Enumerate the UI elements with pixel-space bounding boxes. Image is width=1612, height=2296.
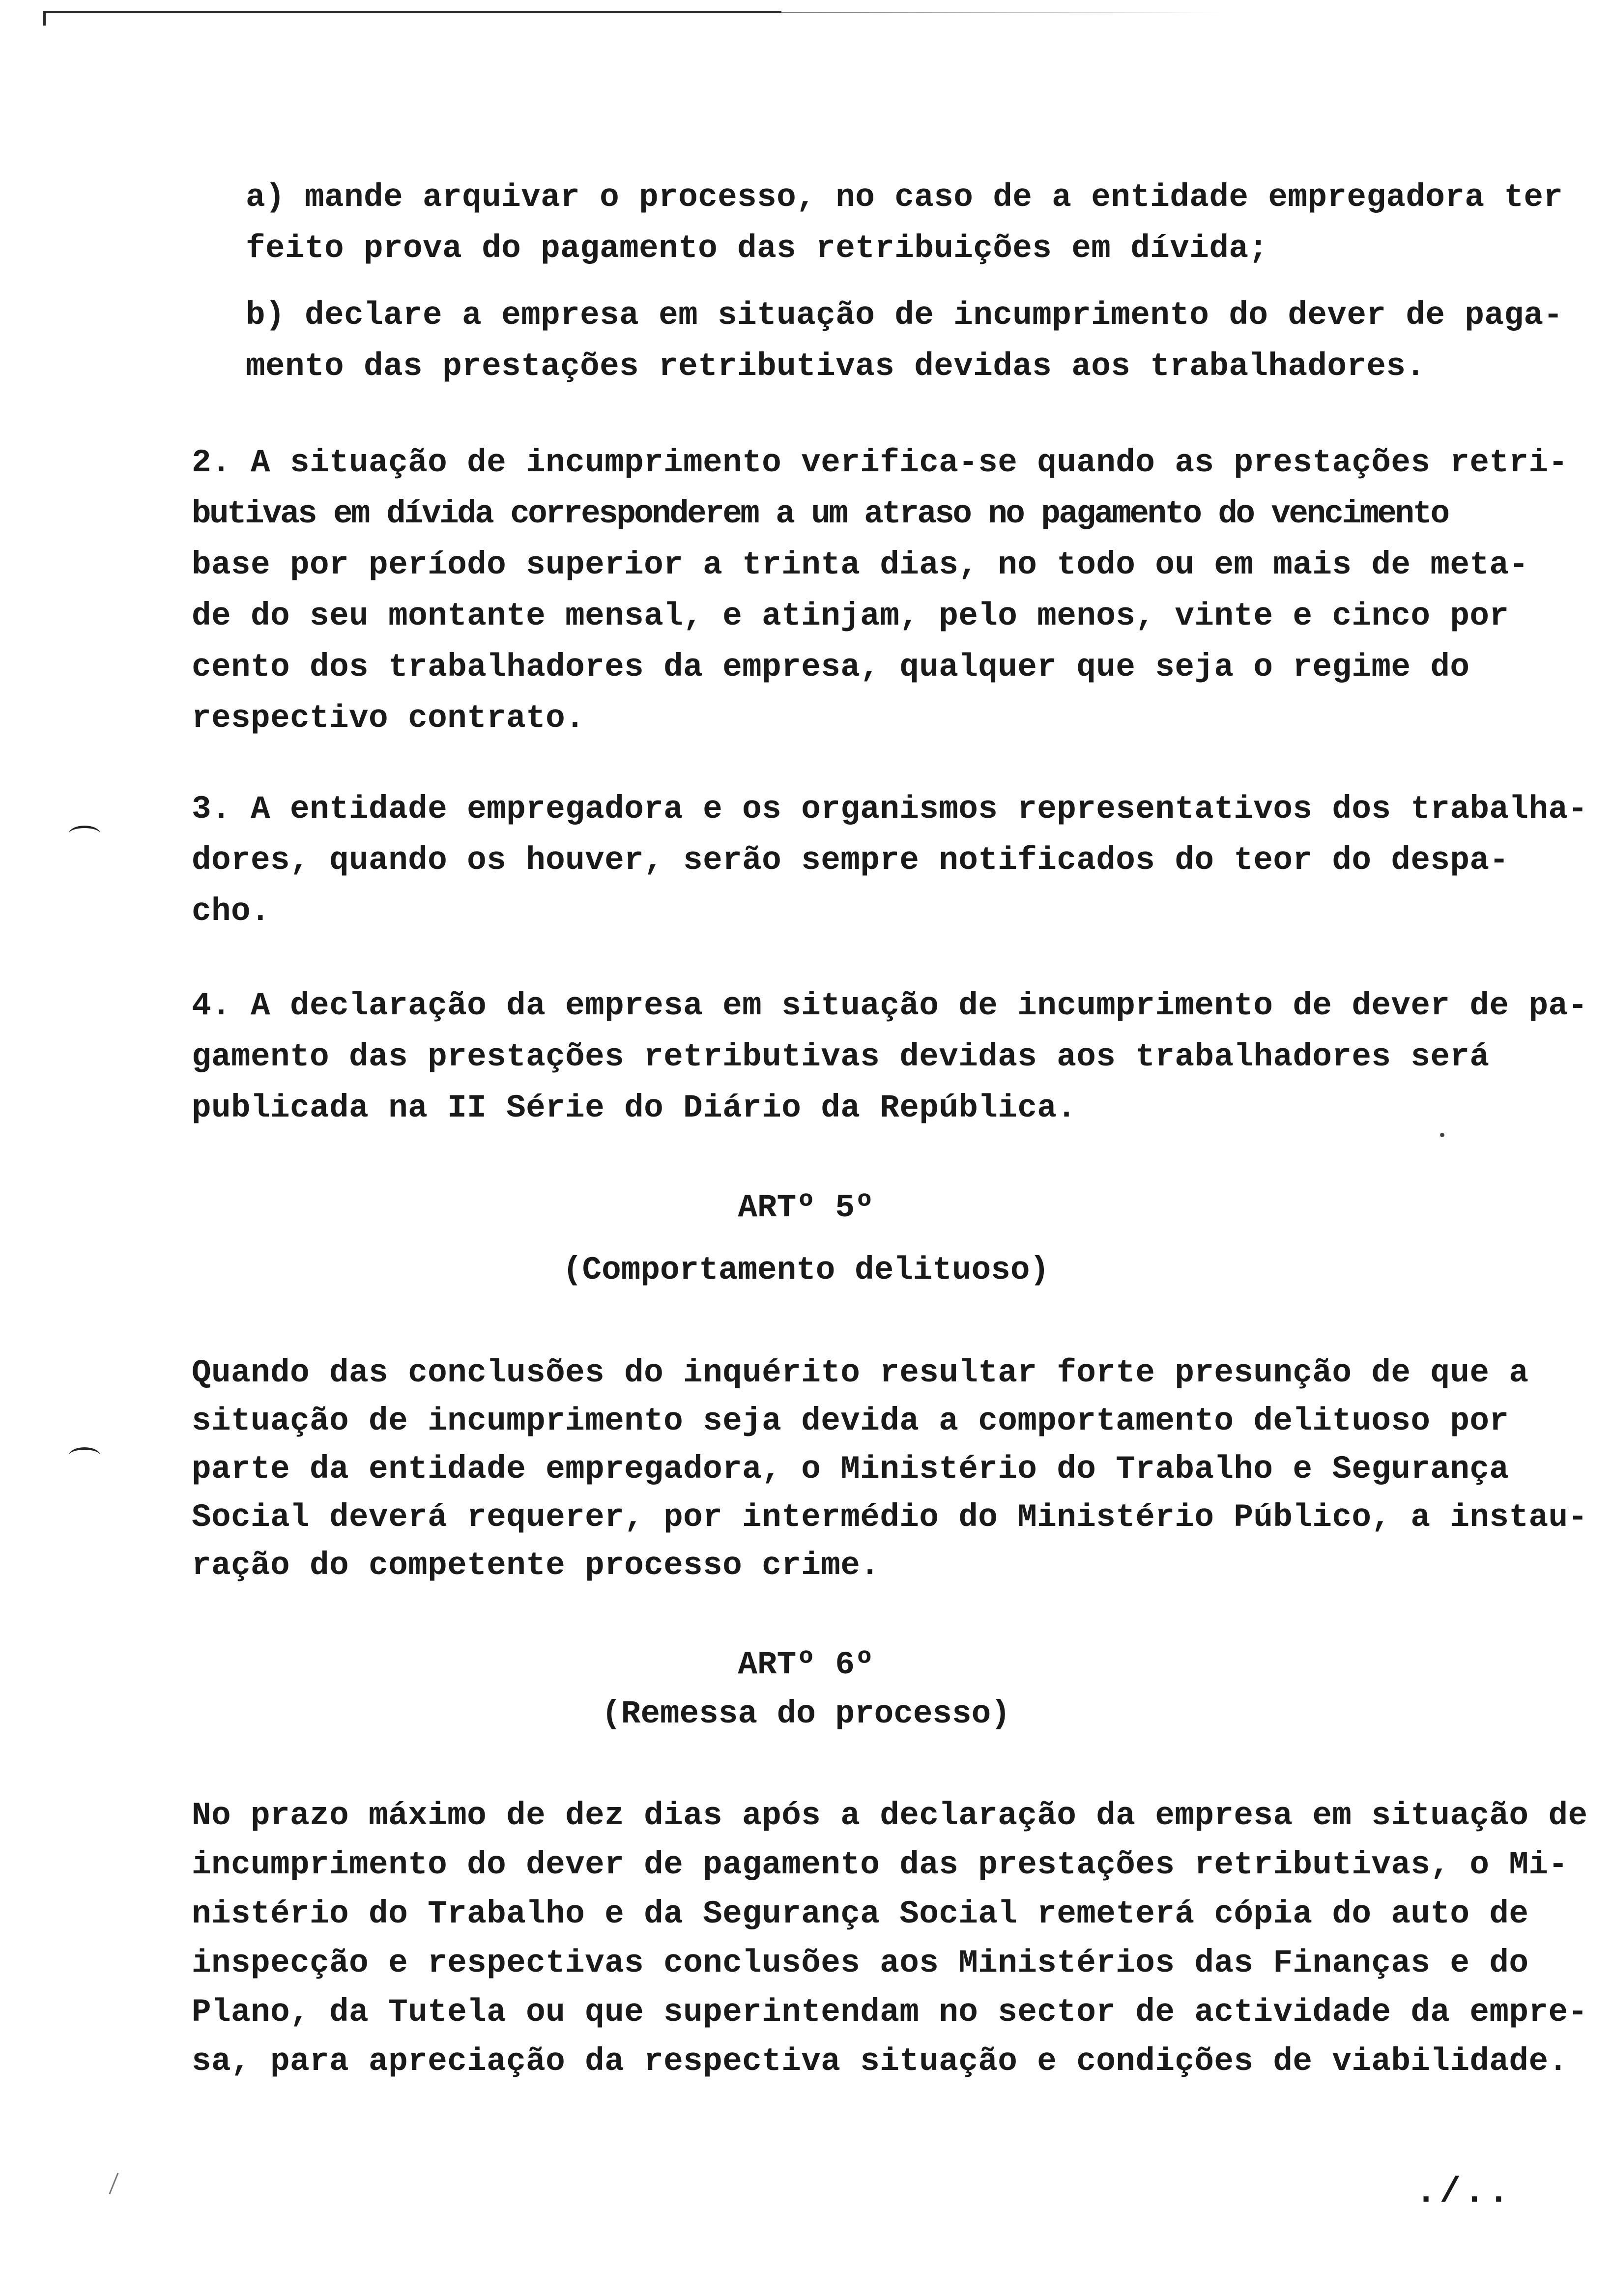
page-top-rule-fade (781, 12, 1224, 13)
article-6-title: (Remessa do processo) (602, 1695, 1010, 1732)
article-5-body (192, 1349, 1587, 1590)
page-top-corner (43, 11, 46, 26)
paragraph-2-line: cento dos trabalhadores da empresa, qualquer que seja o regime do (192, 649, 1470, 686)
paragraph-3-line: 3. A entidade empregadora e os organismos representativos dos trabalha- (192, 791, 1588, 828)
item-b (246, 290, 1563, 392)
article-6-number: ARTº 6º (738, 1646, 874, 1683)
item-b-line: mento das prestações retributivas devidas aos trabalhadores. (246, 348, 1426, 385)
article-6-line: Plano, da Tutela ou que superintendam no sector de actividade da empre- (192, 1994, 1588, 2031)
paragraph-3-line: cho. (192, 893, 271, 930)
paragraph-4-line: publicada na II Série do Diário da República. (192, 1090, 1077, 1126)
article-6-line: incumprimento do dever de pagamento das prestações retributivas, o Mi- (192, 1846, 1568, 1883)
paragraph-4-line: gamento das prestações retributivas devidas aos trabalhadores será (192, 1038, 1490, 1075)
paragraph-2-line: butivas em dívida corresponderem a um atraso no pagamento do vencimento (192, 495, 1448, 532)
article-5-line: situação de incumprimento seja devida a comportamento delituoso por (192, 1403, 1509, 1439)
article-6-line: nistério do Trabalho e da Segurança Social remeterá cópia do auto de (192, 1895, 1529, 1932)
scan-slash-mark (109, 2173, 118, 2194)
article-6-line: No prazo máximo de dez dias após a declaração da empresa em situação de (192, 1797, 1588, 1834)
article-5-line: Social deverá requerer, por intermédio do Ministério Público, a instau- (192, 1499, 1588, 1536)
item-a-line: feito prova do pagamento das retribuições em dívida; (246, 230, 1268, 267)
paragraph-2-line: respectivo contrato. (192, 700, 585, 737)
article-5-title: (Comportamento delituoso) (562, 1252, 1050, 1289)
page-top-rule (44, 11, 781, 13)
paragraph-3-line: dores, quando os houver, serão sempre notificados do teor do despa- (192, 842, 1509, 879)
item-a (246, 172, 1563, 274)
paragraph-4-line: 4. A declaração da empresa em situação de incumprimento de dever de pa- (192, 987, 1588, 1024)
item-b-line: b) declare a empresa em situação de incumprimento do dever de paga- (246, 297, 1563, 334)
article-6-body (192, 1791, 1587, 2086)
article-5-line: ração do competente processo crime. (192, 1547, 880, 1584)
paragraph-2-line: 2. A situação de incumprimento verifica-se quando as prestações retri- (192, 444, 1568, 481)
paragraph-2-line: de do seu montante mensal, e atinjam, pelo menos, vinte e cinco por (192, 598, 1509, 634)
paragraph-2 (192, 437, 1568, 744)
paragraph-2-line: base por período superior a trinta dias, no todo ou em mais de meta- (192, 546, 1529, 583)
article-5-line: Quando das conclusões do inquérito resultar forte presunção de que a (192, 1354, 1529, 1391)
article-5-number: ARTº 5º (738, 1189, 874, 1226)
page-continuation-marker: ./.. (1415, 2172, 1512, 2212)
margin-mark-lower (69, 1447, 100, 1464)
paragraph-3 (192, 784, 1587, 937)
article-6-line: sa, para apreciação da respectiva situação e condições de viabilidade. (192, 2043, 1568, 2080)
paragraph-4 (192, 980, 1587, 1134)
item-a-line: a) mande arquivar o processo, no caso de a entidade empregadora ter (246, 179, 1563, 216)
article-5-line: parte da entidade empregadora, o Ministério do Trabalho e Segurança (192, 1451, 1509, 1488)
article-6-line: inspecção e respectivas conclusões aos Ministérios das Finanças e do (192, 1945, 1529, 1981)
margin-mark-upper (69, 826, 100, 842)
